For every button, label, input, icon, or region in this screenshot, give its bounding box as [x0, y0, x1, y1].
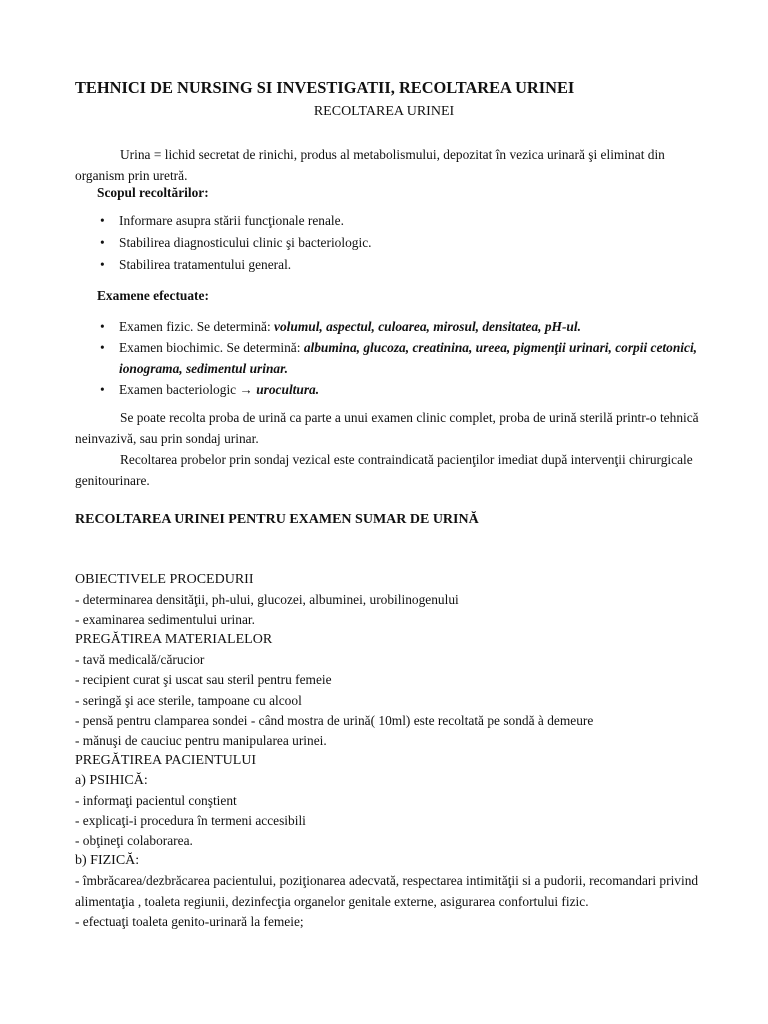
paragraph-contraindicatie: Recoltarea probelor prin sondaj vezical este contraindicată pacienţilor imediat după intervenţii chirurgicale genitourinare. [75, 452, 693, 488]
bullet-icon: • [100, 382, 105, 397]
list-item: • Examen biochimic. Se determină: albumina, glucoza, creatinina, ureea, pigmenţii urinari, corpii cetonici, ionograma, sedimentul urinar. [100, 337, 720, 379]
scop-list [100, 213, 372, 279]
list-item: - examinarea sedimentului urinar. [75, 612, 255, 628]
examene-heading: Examene efectuate: [97, 288, 209, 303]
document-title: TEHNICI DE NURSING SI INVESTIGATII, RECOLTAREA URINEI [75, 78, 575, 97]
list-item: • Examen bacteriologic → urocultura. [100, 379, 720, 400]
bullet-icon: • [100, 213, 105, 228]
list-item: - determinarea densităţii, ph-ului, glucozei, albuminei, urobilinogenului [75, 592, 459, 608]
list-item: - informaţi pacientul conştient [75, 793, 237, 809]
fizica-heading: b) FIZICĂ: [75, 853, 140, 869]
list-item: - mănuşi de cauciuc pentru manipularea urinei. [75, 732, 327, 748]
bullet-icon: • [100, 319, 105, 334]
psihica-heading: a) PSIHICĂ: [75, 772, 148, 788]
list-item: - tavă medicală/cărucior [75, 652, 205, 668]
list-item: - obţineţi colaborarea. [75, 833, 193, 849]
list-item: • Examen fizic. Se determină: volumul, aspectul, culoarea, mirosul, densitatea, pH-ul. [100, 316, 720, 337]
section-title: RECOLTAREA URINEI PENTRU EXAMEN SUMAR DE URINĂ [75, 512, 479, 527]
bullet-icon: • [100, 235, 105, 250]
list-item: - pensă pentru clamparea sondei - când mostra de urină( 10ml) este recoltată pe sondă à demeure [75, 712, 594, 728]
materiale-heading: PREGĂTIREA MATERIALELOR [75, 632, 273, 648]
paragraph-recoltare: Se poate recolta proba de urină ca parte a unui examen clinic complet, proba de urină sterilă printr-o tehnică neinvazivă, sau prin sondaj urinar. [75, 410, 699, 446]
list-item: • Informare asupra stării funcţionale renale. [100, 213, 344, 228]
document-subtitle: RECOLTAREA URINEI [313, 104, 455, 119]
list-item: - seringă şi ace sterile, tampoane cu alcool [75, 692, 302, 708]
list-item: - explicaţi-i procedura în termeni accesibili [75, 813, 306, 829]
list-item: - recipient curat şi uscat sau steril pentru femeie [75, 672, 332, 688]
obiective-heading: OBIECTIVELE PROCEDURII [75, 572, 254, 587]
list-item: • Stabilirea tratamentului general. [100, 257, 292, 272]
procedure-body [75, 570, 735, 932]
bullet-icon: • [100, 257, 105, 272]
list-item: • Stabilirea diagnosticului clinic şi bacteriologic. [100, 235, 372, 250]
list-item: - efectuaţi toaleta genito-urinară la femeie; [75, 913, 304, 929]
list-item: - îmbrăcarea/dezbrăcarea pacientului, poziţionarea adecvată, respectarea intimităţii si a pudorii, recomandari privind alimentaţia , toaleta regiunii, dezinfecţia organelor genitale externe, asigurarea confortului fizic. [75, 873, 699, 909]
bullet-icon: • [100, 340, 105, 355]
pacient-heading: PREGĂTIREA PACIENTULUI [75, 752, 257, 768]
examene-list [100, 316, 720, 400]
scop-heading: Scopul recoltărilor: [97, 185, 209, 200]
intro-paragraph: Urina = lichid secretat de rinichi, produs al metabolismului, depozitat în vezica urinară şi eliminat din organism prin uretră. [75, 147, 665, 183]
